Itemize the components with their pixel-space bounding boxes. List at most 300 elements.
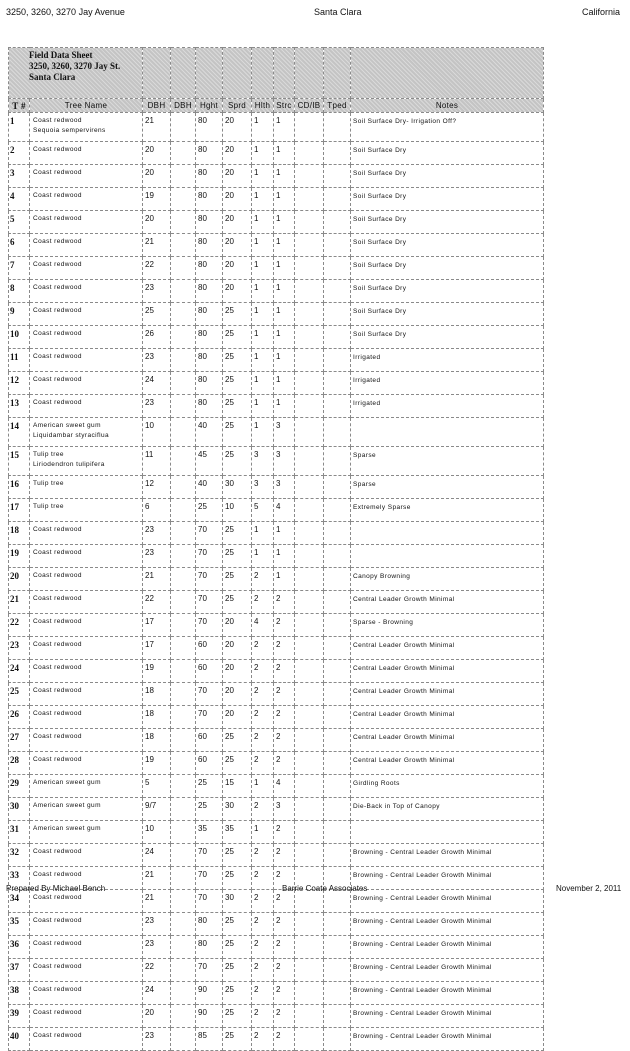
cell-notes xyxy=(351,522,544,545)
cell-tped xyxy=(324,821,351,844)
cell-tped xyxy=(324,637,351,660)
cell-tree-number: 39 xyxy=(9,1005,30,1028)
cell-tree-name xyxy=(30,113,143,142)
cell-dbh-2 xyxy=(171,936,196,959)
table-row xyxy=(9,476,544,499)
cell-tped xyxy=(324,545,351,568)
cell-health: 2 xyxy=(252,729,274,752)
cell-notes: Central Leader Growth Minimal xyxy=(351,729,544,752)
cell-tree-name xyxy=(30,1005,143,1028)
sheet-title-block xyxy=(9,48,143,99)
cell-tree-name xyxy=(30,418,143,447)
common-name: Coast redwood xyxy=(33,963,82,970)
cell-health: 2 xyxy=(252,798,274,821)
cell-tree-name xyxy=(30,395,143,418)
cell-dbh: 22 xyxy=(143,257,171,280)
cell-height: 80 xyxy=(196,349,223,372)
cell-structure: 1 xyxy=(274,280,295,303)
cell-health: 2 xyxy=(252,706,274,729)
cell-dbh: 26 xyxy=(143,326,171,349)
cell-dbh: 9/7 xyxy=(143,798,171,821)
cell-structure: 2 xyxy=(274,959,295,982)
cell-dbh: 20 xyxy=(143,1005,171,1028)
cell-tree-number: 12 xyxy=(9,372,30,395)
cell-dbh-2 xyxy=(171,775,196,798)
cell-tree-number: 38 xyxy=(9,982,30,1005)
cell-dbh-2 xyxy=(171,752,196,775)
cell-dbh: 24 xyxy=(143,982,171,1005)
cell-spread: 20 xyxy=(223,660,252,683)
cell-spread: 25 xyxy=(223,982,252,1005)
cell-dbh-2 xyxy=(171,303,196,326)
cell-tree-number: 19 xyxy=(9,545,30,568)
cell-notes: Sparse xyxy=(351,447,544,476)
header-blank-cell xyxy=(171,48,196,99)
cell-structure: 4 xyxy=(274,775,295,798)
cell-cd-ib xyxy=(295,568,324,591)
cell-height: 90 xyxy=(196,982,223,1005)
table-row xyxy=(9,522,544,545)
cell-health: 2 xyxy=(252,568,274,591)
cell-notes: Soil Surface Dry xyxy=(351,257,544,280)
sheet-title: Field Data Sheet xyxy=(29,50,93,60)
cell-tped xyxy=(324,476,351,499)
footer-date: November 2, 2011 xyxy=(556,884,622,893)
scientific-name: Liquidambar styraciflua xyxy=(33,432,110,439)
cell-tree-number: 32 xyxy=(9,844,30,867)
cell-health: 1 xyxy=(252,188,274,211)
cell-dbh: 23 xyxy=(143,349,171,372)
cell-height: 25 xyxy=(196,499,223,522)
header-blank-cell xyxy=(274,48,295,99)
table-row xyxy=(9,545,544,568)
cell-dbh-2 xyxy=(171,660,196,683)
col-header-dbh-2: DBH xyxy=(171,99,196,113)
cell-health: 1 xyxy=(252,303,274,326)
cell-notes: Central Leader Growth Minimal xyxy=(351,752,544,775)
cell-height: 70 xyxy=(196,614,223,637)
cell-spread: 30 xyxy=(223,476,252,499)
cell-cd-ib xyxy=(295,729,324,752)
common-name: Coast redwood xyxy=(33,595,82,602)
cell-tree-name xyxy=(30,775,143,798)
cell-notes: Browning - Central Leader Growth Minimal xyxy=(351,1028,544,1051)
cell-health: 2 xyxy=(252,660,274,683)
common-name: Coast redwood xyxy=(33,848,82,855)
cell-notes: Central Leader Growth Minimal xyxy=(351,591,544,614)
table-row xyxy=(9,447,544,476)
cell-tped xyxy=(324,395,351,418)
table-row xyxy=(9,372,544,395)
cell-tree-number: 16 xyxy=(9,476,30,499)
cell-dbh: 17 xyxy=(143,614,171,637)
cell-tped xyxy=(324,775,351,798)
cell-dbh-2 xyxy=(171,706,196,729)
cell-health: 1 xyxy=(252,257,274,280)
table-row xyxy=(9,752,544,775)
cell-dbh-2 xyxy=(171,867,196,890)
cell-height: 85 xyxy=(196,1028,223,1051)
cell-structure: 2 xyxy=(274,936,295,959)
cell-cd-ib xyxy=(295,545,324,568)
cell-tree-number: 29 xyxy=(9,775,30,798)
cell-cd-ib xyxy=(295,591,324,614)
cell-height: 70 xyxy=(196,568,223,591)
cell-height: 70 xyxy=(196,545,223,568)
cell-spread: 20 xyxy=(223,683,252,706)
cell-height: 35 xyxy=(196,821,223,844)
cell-dbh: 10 xyxy=(143,821,171,844)
cell-height: 70 xyxy=(196,591,223,614)
header-blank-cell xyxy=(351,48,544,99)
cell-health: 1 xyxy=(252,545,274,568)
cell-tree-number: 2 xyxy=(9,142,30,165)
table-row xyxy=(9,211,544,234)
table-row xyxy=(9,683,544,706)
common-name: Coast redwood xyxy=(33,917,82,924)
table-row xyxy=(9,1005,544,1028)
header-blank-cell xyxy=(324,48,351,99)
cell-cd-ib xyxy=(295,959,324,982)
cell-dbh-2 xyxy=(171,821,196,844)
sheet-title-row xyxy=(9,48,544,99)
col-header-spread: Sprd xyxy=(223,99,252,113)
cell-tree-number: 33 xyxy=(9,867,30,890)
table-row xyxy=(9,349,544,372)
header-blank-cell xyxy=(143,48,171,99)
cell-structure: 2 xyxy=(274,1005,295,1028)
cell-dbh: 23 xyxy=(143,545,171,568)
cell-dbh-2 xyxy=(171,798,196,821)
cell-notes: Browning - Central Leader Growth Minimal xyxy=(351,1005,544,1028)
cell-tped xyxy=(324,982,351,1005)
cell-tree-number: 30 xyxy=(9,798,30,821)
cell-notes: Browning - Central Leader Growth Minimal xyxy=(351,913,544,936)
common-name: Coast redwood xyxy=(33,192,82,199)
cell-dbh-2 xyxy=(171,418,196,447)
cell-height: 70 xyxy=(196,959,223,982)
cell-tree-number: 31 xyxy=(9,821,30,844)
cell-notes: Soil Surface Dry xyxy=(351,280,544,303)
cell-tree-number: 8 xyxy=(9,280,30,303)
cell-tped xyxy=(324,844,351,867)
cell-tree-name xyxy=(30,476,143,499)
cell-spread: 25 xyxy=(223,303,252,326)
cell-cd-ib xyxy=(295,349,324,372)
cell-health: 5 xyxy=(252,499,274,522)
cell-structure: 2 xyxy=(274,1028,295,1051)
cell-tree-name xyxy=(30,913,143,936)
cell-dbh: 11 xyxy=(143,447,171,476)
cell-cd-ib xyxy=(295,982,324,1005)
page-header-address: 3250, 3260, 3270 Jay Avenue xyxy=(6,7,125,17)
cell-height: 80 xyxy=(196,303,223,326)
cell-cd-ib xyxy=(295,499,324,522)
cell-tped xyxy=(324,729,351,752)
cell-health: 1 xyxy=(252,395,274,418)
cell-height: 60 xyxy=(196,660,223,683)
cell-notes: Browning - Central Leader Growth Minimal xyxy=(351,890,544,913)
common-name: Coast redwood xyxy=(33,894,82,901)
common-name: Coast redwood xyxy=(33,733,82,740)
cell-tree-number: 23 xyxy=(9,637,30,660)
cell-tree-name xyxy=(30,752,143,775)
table-row xyxy=(9,591,544,614)
cell-structure: 3 xyxy=(274,476,295,499)
cell-notes: Soil Surface Dry xyxy=(351,211,544,234)
cell-tped xyxy=(324,522,351,545)
table-row xyxy=(9,660,544,683)
col-header-dbh: DBH xyxy=(143,99,171,113)
scientific-name: Sequoia sempervirens xyxy=(33,127,106,134)
cell-cd-ib xyxy=(295,257,324,280)
cell-tped xyxy=(324,959,351,982)
cell-notes: Soil Surface Dry xyxy=(351,326,544,349)
table-row xyxy=(9,568,544,591)
cell-health: 2 xyxy=(252,1005,274,1028)
cell-height: 80 xyxy=(196,188,223,211)
table-row xyxy=(9,982,544,1005)
cell-tree-number: 3 xyxy=(9,165,30,188)
cell-notes xyxy=(351,545,544,568)
cell-dbh: 23 xyxy=(143,936,171,959)
cell-notes: Browning - Central Leader Growth Minimal xyxy=(351,959,544,982)
cell-spread: 25 xyxy=(223,729,252,752)
common-name: Tulip tree xyxy=(33,451,64,458)
cell-dbh-2 xyxy=(171,1028,196,1051)
cell-cd-ib xyxy=(295,913,324,936)
table-row xyxy=(9,844,544,867)
cell-tree-name xyxy=(30,545,143,568)
table-row xyxy=(9,729,544,752)
cell-tped xyxy=(324,211,351,234)
col-header-notes: Notes xyxy=(351,99,544,113)
cell-notes: Irrigated xyxy=(351,349,544,372)
cell-spread: 25 xyxy=(223,447,252,476)
cell-notes: Canopy Browning xyxy=(351,568,544,591)
cell-health: 4 xyxy=(252,614,274,637)
cell-dbh-2 xyxy=(171,476,196,499)
table-row xyxy=(9,821,544,844)
cell-tped xyxy=(324,447,351,476)
cell-spread: 20 xyxy=(223,142,252,165)
common-name: Coast redwood xyxy=(33,710,82,717)
cell-notes xyxy=(351,821,544,844)
cell-tped xyxy=(324,418,351,447)
common-name: Coast redwood xyxy=(33,169,82,176)
cell-spread: 25 xyxy=(223,913,252,936)
cell-spread: 25 xyxy=(223,545,252,568)
cell-dbh: 21 xyxy=(143,890,171,913)
cell-dbh: 21 xyxy=(143,867,171,890)
cell-structure: 3 xyxy=(274,798,295,821)
cell-notes: Soil Surface Dry xyxy=(351,303,544,326)
cell-dbh: 20 xyxy=(143,165,171,188)
cell-dbh-2 xyxy=(171,591,196,614)
cell-dbh: 18 xyxy=(143,706,171,729)
cell-spread: 25 xyxy=(223,372,252,395)
cell-tree-number: 15 xyxy=(9,447,30,476)
cell-height: 45 xyxy=(196,447,223,476)
cell-tree-name xyxy=(30,959,143,982)
cell-height: 80 xyxy=(196,280,223,303)
cell-tree-name xyxy=(30,522,143,545)
table-row xyxy=(9,798,544,821)
cell-spread: 25 xyxy=(223,844,252,867)
cell-tree-number: 13 xyxy=(9,395,30,418)
cell-height: 80 xyxy=(196,165,223,188)
col-header-tree-name: Tree Name xyxy=(30,99,143,113)
cell-dbh: 21 xyxy=(143,234,171,257)
cell-tree-number: 6 xyxy=(9,234,30,257)
cell-height: 80 xyxy=(196,913,223,936)
cell-structure: 1 xyxy=(274,395,295,418)
cell-dbh: 18 xyxy=(143,683,171,706)
table-row xyxy=(9,637,544,660)
common-name: Coast redwood xyxy=(33,572,82,579)
cell-spread: 20 xyxy=(223,257,252,280)
cell-structure: 1 xyxy=(274,257,295,280)
cell-tree-number: 18 xyxy=(9,522,30,545)
cell-tped xyxy=(324,706,351,729)
cell-tped xyxy=(324,683,351,706)
cell-structure: 3 xyxy=(274,418,295,447)
cell-notes: Central Leader Growth Minimal xyxy=(351,706,544,729)
cell-dbh: 19 xyxy=(143,752,171,775)
cell-dbh-2 xyxy=(171,372,196,395)
cell-dbh: 24 xyxy=(143,844,171,867)
cell-cd-ib xyxy=(295,234,324,257)
cell-spread: 10 xyxy=(223,499,252,522)
header-blank-cell xyxy=(196,48,223,99)
cell-cd-ib xyxy=(295,936,324,959)
cell-dbh: 23 xyxy=(143,913,171,936)
cell-tree-number: 17 xyxy=(9,499,30,522)
cell-dbh-2 xyxy=(171,959,196,982)
table-row xyxy=(9,326,544,349)
cell-dbh-2 xyxy=(171,913,196,936)
common-name: Coast redwood xyxy=(33,687,82,694)
cell-spread: 25 xyxy=(223,1005,252,1028)
cell-health: 1 xyxy=(252,821,274,844)
cell-notes: Central Leader Growth Minimal xyxy=(351,660,544,683)
cell-structure: 1 xyxy=(274,326,295,349)
cell-tped xyxy=(324,113,351,142)
cell-health: 1 xyxy=(252,349,274,372)
cell-height: 80 xyxy=(196,395,223,418)
cell-tree-name xyxy=(30,591,143,614)
col-header-tree-number: T # xyxy=(9,99,30,113)
cell-tree-number: 14 xyxy=(9,418,30,447)
cell-tree-number: 28 xyxy=(9,752,30,775)
cell-dbh: 17 xyxy=(143,637,171,660)
cell-cd-ib xyxy=(295,418,324,447)
table-row xyxy=(9,113,544,142)
cell-height: 25 xyxy=(196,798,223,821)
cell-tree-name xyxy=(30,821,143,844)
common-name: Coast redwood xyxy=(33,307,82,314)
cell-structure: 1 xyxy=(274,545,295,568)
cell-tree-number: 37 xyxy=(9,959,30,982)
cell-dbh: 23 xyxy=(143,1028,171,1051)
cell-cd-ib xyxy=(295,165,324,188)
cell-health: 2 xyxy=(252,913,274,936)
cell-height: 40 xyxy=(196,476,223,499)
cell-tree-name xyxy=(30,234,143,257)
cell-tree-name xyxy=(30,614,143,637)
field-data-table xyxy=(8,47,544,1051)
cell-dbh-2 xyxy=(171,165,196,188)
cell-dbh-2 xyxy=(171,729,196,752)
cell-height: 70 xyxy=(196,867,223,890)
cell-tree-name xyxy=(30,211,143,234)
col-header-height: Hght xyxy=(196,99,223,113)
cell-structure: 1 xyxy=(274,568,295,591)
common-name: Coast redwood xyxy=(33,986,82,993)
cell-structure: 2 xyxy=(274,591,295,614)
cell-notes: Browning - Central Leader Growth Minimal xyxy=(351,936,544,959)
cell-health: 1 xyxy=(252,522,274,545)
cell-dbh-2 xyxy=(171,280,196,303)
cell-tree-number: 4 xyxy=(9,188,30,211)
cell-health: 1 xyxy=(252,372,274,395)
cell-cd-ib xyxy=(295,798,324,821)
cell-height: 60 xyxy=(196,729,223,752)
common-name: Coast redwood xyxy=(33,940,82,947)
cell-dbh: 18 xyxy=(143,729,171,752)
cell-health: 1 xyxy=(252,234,274,257)
cell-tree-number: 22 xyxy=(9,614,30,637)
cell-height: 60 xyxy=(196,637,223,660)
cell-dbh-2 xyxy=(171,257,196,280)
cell-spread: 20 xyxy=(223,614,252,637)
cell-structure: 2 xyxy=(274,614,295,637)
table-row xyxy=(9,706,544,729)
cell-cd-ib xyxy=(295,372,324,395)
cell-tree-number: 35 xyxy=(9,913,30,936)
cell-tped xyxy=(324,752,351,775)
cell-health: 3 xyxy=(252,476,274,499)
cell-notes: Soil Surface Dry xyxy=(351,165,544,188)
cell-tree-number: 1 xyxy=(9,113,30,142)
cell-dbh: 21 xyxy=(143,568,171,591)
cell-structure: 2 xyxy=(274,890,295,913)
cell-notes: Central Leader Growth Minimal xyxy=(351,637,544,660)
cell-spread: 15 xyxy=(223,775,252,798)
cell-cd-ib xyxy=(295,1028,324,1051)
footer-prepared-by: Prepared By Michael Bench xyxy=(6,884,106,893)
cell-tped xyxy=(324,165,351,188)
cell-height: 80 xyxy=(196,372,223,395)
common-name: Coast redwood xyxy=(33,641,82,648)
cell-structure: 1 xyxy=(274,188,295,211)
cell-tree-number: 11 xyxy=(9,349,30,372)
cell-health: 2 xyxy=(252,936,274,959)
cell-cd-ib xyxy=(295,303,324,326)
cell-height: 80 xyxy=(196,234,223,257)
cell-structure: 2 xyxy=(274,660,295,683)
cell-tped xyxy=(324,372,351,395)
common-name: Coast redwood xyxy=(33,284,82,291)
cell-tree-name xyxy=(30,280,143,303)
cell-cd-ib xyxy=(295,211,324,234)
cell-dbh-2 xyxy=(171,142,196,165)
cell-tree-name xyxy=(30,637,143,660)
cell-tped xyxy=(324,568,351,591)
cell-dbh-2 xyxy=(171,568,196,591)
table-row xyxy=(9,499,544,522)
cell-spread: 20 xyxy=(223,637,252,660)
